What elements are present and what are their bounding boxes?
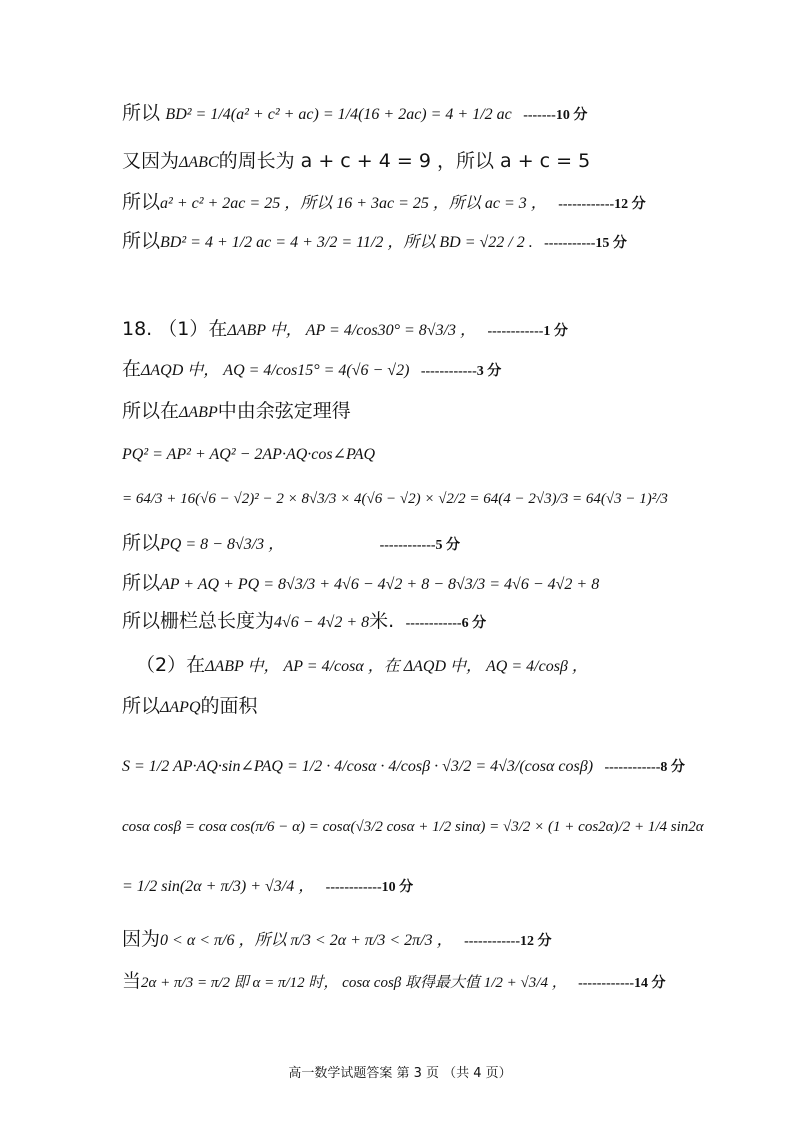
line-label: 又因为 xyxy=(122,150,180,172)
answer-line-10 xyxy=(122,534,460,553)
page-footer: 高一数学试题答案 第 3 页 （共 4 页） xyxy=(288,1066,512,1081)
answer-line-15 xyxy=(122,758,685,775)
score-marker: ------------12 分 xyxy=(558,197,646,212)
math-expression: = 64/3 + 16(√6 − √2)² − 2 × 8√3/3 × 4(√6 − √2) × √2/2 = 64(4 − 2√3)/3 = 64(√3 − 1)²/3 xyxy=(122,491,668,507)
score-marker: -----------15 分 xyxy=(544,236,627,251)
answer-line-19 xyxy=(122,972,666,991)
line-label: 当 xyxy=(122,970,142,992)
math-expression: 0 < α < π/6 ，所以 π/3 < 2α + π/3 < 2π/3 ， xyxy=(160,932,453,949)
line-label: 所以 xyxy=(122,230,161,252)
answer-line-14 xyxy=(122,697,258,716)
line-label: 所以 xyxy=(122,102,161,124)
score-marker: -------10 分 xyxy=(523,108,588,123)
math-expression: S = 1/2 AP·AQ·sin∠PAQ = 1/2 · 4/cosα · 4/cosβ · √3/2 = 4√3/(cosα cosβ) xyxy=(122,758,594,775)
answer-line-6 xyxy=(122,360,501,379)
answer-line-16 xyxy=(122,818,704,835)
score-marker: ------------5 分 xyxy=(379,538,461,553)
math-expression: cosα cosβ = cosα cos(π/6 − α) = cosα(√3/2 cosα + 1/2 sinα) = √3/2 × (1 + cos2α)/2 + 1/4 sin2α xyxy=(122,819,704,835)
answer-line-11 xyxy=(122,574,599,593)
answer-line-9 xyxy=(122,490,668,507)
answer-line-3 xyxy=(122,193,646,212)
score-marker: ------------8 分 xyxy=(604,760,685,775)
math-expression: PQ = 8 − 8√3/3 ， xyxy=(160,536,285,553)
line-text: 米. xyxy=(369,610,395,632)
answer-line-2 xyxy=(122,152,590,171)
answer-line-4 xyxy=(122,232,627,251)
score-marker: ------------3 分 xyxy=(420,364,502,379)
math-expression: 4√6 − 4√2 + 8 xyxy=(274,614,370,631)
line-label: 所以在 xyxy=(122,400,180,422)
line-text: 的面积 xyxy=(200,695,258,717)
score-marker: ------------10 分 xyxy=(325,880,414,895)
score-marker: ------------14 分 xyxy=(578,976,666,991)
math-expression: 2α + π/3 = π/2 即 α = π/12 时， cosα cosβ 取得最大值 1/2 + √3/4 ， xyxy=(141,975,567,991)
math-expression: PQ² = AP² + AQ² − 2AP·AQ·cos∠PAQ xyxy=(122,446,376,463)
answer-line-5 xyxy=(122,320,568,339)
answer-line-8 xyxy=(122,446,375,463)
math-expression: = 1/2 sin(2α + π/3) + √3/4 ， xyxy=(122,878,315,895)
line-label: 所以 xyxy=(122,191,161,213)
line-label: （2）在 xyxy=(136,654,206,676)
line-label: 所以 xyxy=(122,572,161,594)
math-expression: ΔABP 中， AP = 4/cos30° = 8√3/3 ， xyxy=(227,322,477,339)
line-label: 在 xyxy=(122,358,142,380)
line-text: 的周长为 a + c + 4 = 9 ，所以 a + c = 5 xyxy=(218,150,591,172)
line-label: 因为 xyxy=(122,928,161,950)
math-expression: a² + c² + 2ac = 25 ，所以 16 + 3ac = 25 ，所以 ac = 3 ， xyxy=(160,195,547,212)
score-marker: ------------6 分 xyxy=(405,616,487,631)
line-label: 所以 xyxy=(122,532,161,554)
answer-line-12 xyxy=(122,612,486,631)
line-label: 所以栅栏总长度为 xyxy=(122,610,275,632)
math-expression: ΔAPQ xyxy=(160,699,201,716)
math-expression: ΔABP xyxy=(179,404,218,421)
line-label: 所以 xyxy=(122,695,161,717)
score-marker: ------------1 分 xyxy=(487,324,568,339)
math-expression: BD² = 4 + 1/2 ac = 4 + 3/2 = 11/2 ，所以 BD = √22 / 2 . xyxy=(160,234,533,251)
answer-line-7 xyxy=(122,402,351,421)
score-marker: ------------12 分 xyxy=(464,934,552,949)
math-expression: BD² = 1/4(a² + c² + ac) = 1/4(16 + 2ac) = 4 + 1/2 ac xyxy=(165,106,512,123)
math-expression: ΔABC xyxy=(179,154,219,171)
math-expression: ΔABP 中， AP = 4/cosα ，在 ΔAQD 中， AQ = 4/cosβ ， xyxy=(205,658,588,675)
math-expression: AP + AQ + PQ = 8√3/3 + 4√6 − 4√2 + 8 − 8√3/3 = 4√6 − 4√2 + 8 xyxy=(160,576,600,593)
line-text: 中由余弦定理得 xyxy=(217,400,351,422)
answer-line-13 xyxy=(136,656,588,675)
answer-line-1 xyxy=(122,104,587,123)
math-expression: ΔAQD 中， AQ = 4/cos15° = 4(√6 − √2) xyxy=(141,362,410,379)
answer-line-18 xyxy=(122,930,552,949)
line-label: 18. （1）在 xyxy=(122,318,228,340)
answer-line-17 xyxy=(122,878,413,895)
